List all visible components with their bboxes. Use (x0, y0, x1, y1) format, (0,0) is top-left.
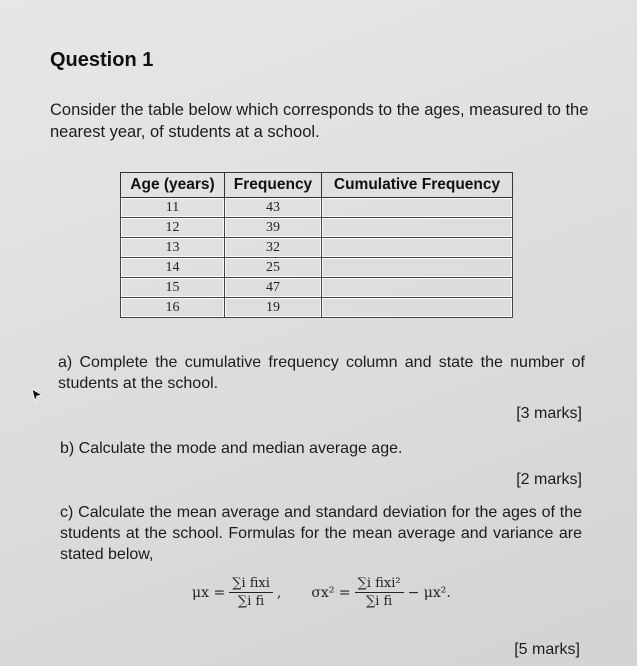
age-cell: 11 (121, 198, 225, 218)
frequency-table (120, 172, 513, 318)
mean-denominator: ∑i fi (237, 594, 265, 609)
age-cell: 12 (121, 218, 225, 238)
variance-denominator: ∑i fi (365, 594, 393, 609)
age-cell: 14 (121, 258, 225, 278)
header-age: Age (years) (121, 173, 225, 198)
mean-lhs: μx = (192, 584, 226, 601)
frequency-cell: 39 (225, 218, 322, 238)
frequency-cell: 47 (225, 278, 322, 298)
cumulative-cell (322, 278, 513, 298)
variance-numerator: ∑i fixi² (355, 576, 404, 593)
mean-numerator: ∑i fixi (229, 576, 273, 593)
part-b-marks: [2 marks] (516, 471, 582, 488)
cumulative-cell (322, 238, 513, 258)
frequency-cell: 32 (225, 238, 322, 258)
part-c-text: c) Calculate the mean average and standard deviation for the ages of the students at the school. Formulas for the mean average and variance are stated below, (60, 504, 582, 563)
table-row (121, 238, 513, 258)
header-frequency: Frequency (225, 173, 322, 198)
part-c-marks: [5 marks] (514, 641, 580, 658)
table-row (121, 298, 513, 318)
table-row (121, 278, 513, 298)
cumulative-cell (322, 298, 513, 318)
cumulative-cell (322, 218, 513, 238)
frequency-cell: 25 (225, 258, 322, 278)
header-cumulative-frequency: Cumulative Frequency (322, 173, 513, 198)
table-header-row (121, 173, 513, 198)
table-row (121, 218, 513, 238)
age-cell: 16 (121, 298, 225, 318)
intro-text: Consider the table below which corresponds to the ages, measured to the nearest year, of students at a school. (50, 101, 589, 141)
frequency-cell: 43 (225, 198, 322, 218)
table-row (121, 198, 513, 218)
mean-fraction (229, 576, 273, 609)
formula-block (192, 576, 451, 609)
variance-fraction (355, 576, 404, 609)
frequency-cell: 19 (225, 298, 322, 318)
age-cell: 15 (121, 278, 225, 298)
mouse-pointer-icon (30, 388, 44, 402)
age-cell: 13 (121, 238, 225, 258)
formula-separator: , (276, 584, 282, 601)
question-heading: Question 1 (50, 49, 154, 71)
part-b-text: b) Calculate the mode and median average age. (60, 440, 403, 457)
part-a-text: a) Complete the cumulative frequency column and state the number of students at the school. (58, 354, 585, 392)
cumulative-cell (322, 258, 513, 278)
variance-tail: − μx². (407, 584, 451, 601)
table-row (121, 258, 513, 278)
variance-lhs: σx² = (311, 584, 351, 601)
cumulative-cell (322, 198, 513, 218)
part-a-marks: [3 marks] (516, 405, 582, 422)
